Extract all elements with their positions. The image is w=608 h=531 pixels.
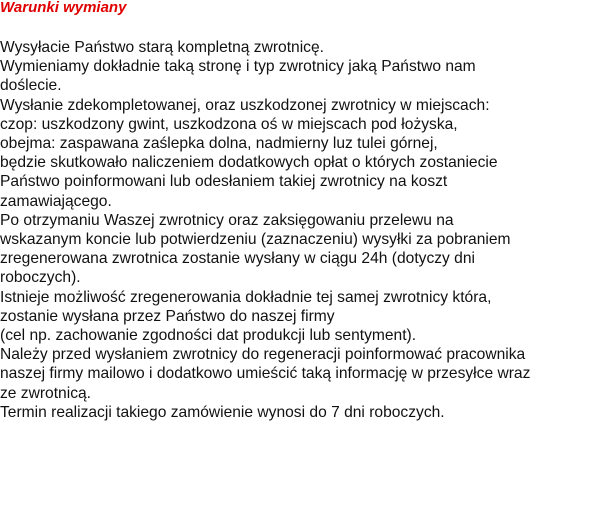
text-line: doślecie. — [0, 77, 62, 95]
exchange-terms-text — [0, 38, 608, 422]
text-line: ze zwrotnicą. — [0, 384, 91, 402]
text-line: roboczych). — [0, 269, 81, 287]
page-title: Warunki wymiany — [0, 0, 127, 16]
text-line: zamawiającego. — [0, 192, 112, 210]
text-line: (cel np. zachowanie zgodności dat produkcji lub sentyment). — [0, 327, 417, 345]
text-line: zostanie wysłana przez Państwo do naszej firmy — [0, 307, 335, 325]
text-line: Termin realizacji takiego zamówienie wynosi do 7 dni roboczych. — [0, 403, 445, 421]
text-line: wskazanym koncie lub potwierdzeniu (zaznaczeniu) wysyłki za pobraniem — [0, 231, 511, 249]
text-line: obejma: zaspawana zaślepka dolna, nadmierny luz tulei górnej, — [0, 135, 438, 153]
text-line: będzie skutkowało naliczeniem dodatkowych opłat o których zostaniecie — [0, 154, 498, 172]
text-line: czop: uszkodzony gwint, uszkodzona oś w miejscach pod łożyska, — [0, 115, 458, 133]
text-line: zregenerowana zwrotnica zostanie wysłany w ciągu 24h (dotyczy dni — [0, 250, 475, 268]
text-line: Wysłanie zdekompletowanej, oraz uszkodzonej zwrotnicy w miejscach: — [0, 96, 490, 114]
text-line: Wymieniamy dokładnie taką stronę i typ zwrotnicy jaką Państwo nam — [0, 58, 476, 76]
text-line: Należy przed wysłaniem zwrotnicy do regeneracji poinformować pracownika — [0, 346, 526, 364]
text-line: naszej firmy mailowo i dodatkowo umieścić taką informację w przesyłce wraz — [0, 365, 531, 383]
text-line: Po otrzymaniu Waszej zwrotnicy oraz zaksięgowaniu przelewu na — [0, 211, 454, 229]
text-line: Wysyłacie Państwo starą kompletną zwrotnicę. — [0, 39, 324, 56]
text-line: Państwo poinformowani lub odesłaniem takiej zwrotnicy na koszt — [0, 173, 448, 191]
text-line: Istnieje możliwość zregenerowania dokładnie tej samej zwrotnicy która, — [0, 288, 492, 306]
